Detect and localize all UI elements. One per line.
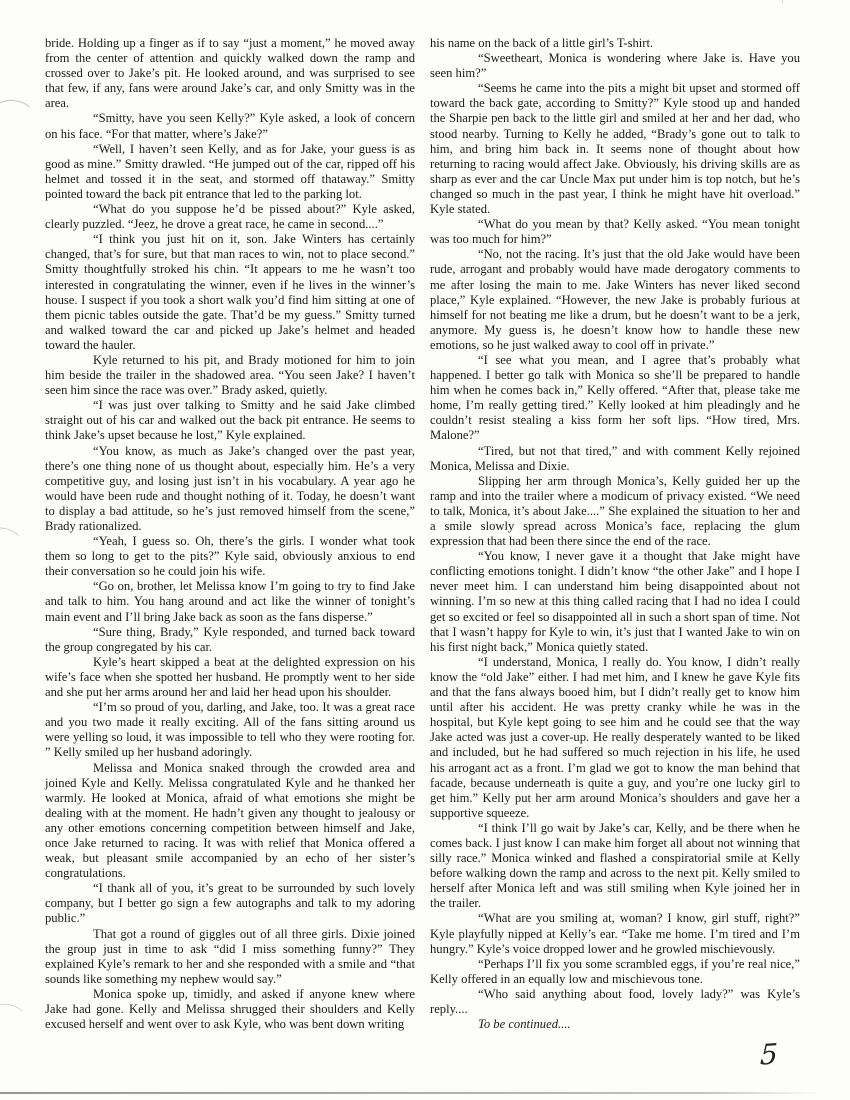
paragraph: That got a round of giggles out of all three girls. Dixie joined the group just in time to ask “did I miss something funny?” They explained Kyle’s remark to her and she responded with a smile and “that sounds like something my nephew would say.” <box>45 926 415 986</box>
paragraph: Monica spoke up, timidly, and asked if anyone knew where Jake had gone. Kelly and Melissa shrugged their shoulders and Kelly excused herself and went over to ask Kyle, who was bent down writing <box>45 986 415 1032</box>
paragraph: “Sweetheart, Monica is wondering where Jake is. Have you seen him?” <box>430 51 800 81</box>
paragraph: “Yeah, I guess so. Oh, there’s the girls. I wonder what took them so long to get to the pits?” Kyle said, obviously anxious to end their conversation so he could join his wife. <box>45 534 415 579</box>
paragraph: “Perhaps I’ll fix you some scrambled eggs, if you’re real nice,” Kelly offered in an equally low and mischievous tone. <box>430 956 800 986</box>
paragraph: “I think I’ll go wait by Jake’s car, Kelly, and be there when he comes back. I just know I can make him forget all about not winning that silly race.” Monica winked and flashed a conspiratorial smile at Kelly before walking down the ramp and across to the next pit. Kelly smiled to herself after Monica left and was still smiling when Kyle joined her in the trailer. <box>430 820 800 911</box>
paragraph: “I see what you mean, and I agree that’s probably what happened. I better go talk with Monica so she’ll be prepared to handle him when he comes back in,” Kelly offered. “After that, please take me home, I’m really getting tired.” Kelly looked at him pleadingly and he couldn’t resist stealing a kiss form her soft lips. “How tired, Mrs. Malone?” <box>430 352 800 443</box>
paragraph: “Who said anything about food, lovely lady?” was Kyle’s reply.... <box>430 986 800 1016</box>
paragraph: To be continued.... <box>478 1017 571 1032</box>
paragraph: Kyle’s heart skipped a beat at the delighted expression on his wife’s face when she spotted her husband. He promptly went to her side and she put her arms around her and laid her head upon his shoulder. <box>45 654 415 700</box>
handwritten-page-number: 5 <box>759 1037 779 1072</box>
paragraph: his name on the back of a little girl’s T-shirt. <box>430 36 654 50</box>
paragraph: “What do you suppose he’d be pissed about?” Kyle asked, clearly puzzled. “Jeez, he drove a great race, he came in second....” <box>45 202 415 232</box>
paragraph: “Sure thing, Brady,” Kyle responded, and turned back toward the group congregated by his car. <box>45 624 415 654</box>
paragraph: bride. Holding up a finger as if to say “just a moment,” he moved away from the center of attention and quickly walked down the ramp and crossed over to Jake’s pit. He looked around, and was surprised to see that few, if any, fans were around Jake’s car, and only Smitty was in the area. <box>45 36 415 111</box>
paragraph: “Tired, but not that tired,” and with comment Kelly rejoined Monica, Melissa and Dixie. <box>430 443 800 473</box>
paragraph: “What are you smiling at, woman? I know, girl stuff, right?” Kyle playfully nipped at Kelly’s ear. “Take me home. I’m tired and I’m hungry.” Kyle’s voice dropped lower and he growled mischievously. <box>430 911 800 956</box>
paragraph: “No, not the racing. It’s just that the old Jake would have been rude, arrogant and probably would have made derogatory comments to me after losing the main to me. Jake Winters has never liked second place,” Kyle explained. “However, the new Jake is probably furious at himself for not beating me like a drum, but he doesn’t want to be a jerk, anymore. My guess is, he doesn’t know how to handle these new emotions, so he just walked away to cool off in private.” <box>430 247 800 352</box>
paragraph: “I thank all of you, it’s great to be surrounded by such lovely company, but I better go sign a few autographs and talk to my adoring public.” <box>45 881 415 926</box>
paragraph: “Seems he came into the pits a might bit upset and stormed off toward the back gate, according to Smitty?” Kyle stood up and handed the Sharpie pen back to the little girl and smiled at her and her dad, who stood nearby. Turning to Kelly he added, “Brady’s gone out to talk to him, and bring him back in. It seems none of thought about how returning to racing would affect Jake. Obviously, his driving skills are as sharp as ever and the car Uncle Max put under him is top notch, but he’s changed so much in the past year, I think he might have hit overload.” Kyle stated. <box>430 81 800 217</box>
paragraph: “What do you mean by that? Kelly asked. “You mean tonight was too much for him?” <box>430 217 800 247</box>
scan-edge-line <box>0 1092 828 1094</box>
paragraph: “I think you just hit on it, son. Jake Winters has certainly changed, that’s for sure, but that man races to win, not to place second.” Smitty thoughtfully stroked his chin. “It appears to me he wasn’t too interested in congratulating the winner, even if he lives in the winner’s house. I suspect if you took a short walk you’d find him sitting at one of them picnic tables outside the gate. That’d be my guess.” Smitty turned and walked toward the car and picked up Jake’s helmet and headed toward the hauler. <box>45 232 415 352</box>
text-columns <box>45 36 803 1032</box>
scan-artifact-arc <box>0 1001 28 1033</box>
scan-artifact-corner <box>779 0 810 21</box>
paragraph: “I was just over talking to Smitty and he said Jake climbed straight out of his car and walked out the back pit entrance. He seems to think Jake’s upset because he lost,” Kyle explained. <box>45 398 415 443</box>
paragraph: “You know, as much as Jake’s changed over the past year, there’s one thing none of us thought about, especially him. He’s a very competitive guy, and losing just isn’t in his vocabulary. A year ago he would have been rude and thought nothing of it. Today, he doesn’t want to display a bad attitude, so he’s just removed himself from the scene,” Brady rationalized. <box>45 443 415 533</box>
paragraph: “I’m so proud of you, darling, and Jake, too. It was a great race and you two made it really exciting. All of the fans sitting around us were yelling so loud, it was impossible to tell who they were rooting for. ” Kelly smiled up her husband adoringly. <box>45 700 415 760</box>
paragraph: “I understand, Monica, I really do. You know, I didn’t really know the “old Jake” either. I had met him, and I knew he gave Kyle fits and that the fans always booed him, but I didn’t really get to know him until after his accident. He was pretty cranky while he was in the hospital, but Kyle kept going to see him and he could see that the way Jake acted was just a cover-up. He really desperately wanted to be liked and included, but he had suffered so much rejection in his life, he used his arrogant act as a front. I’m glad we got to know the man behind that facade, because underneath is quite a guy, and you’re one lucky girl to get him.” Kelly put her arm around Monica’s shoulders and gave her a supportive squeeze. <box>430 654 800 820</box>
left-column <box>45 36 415 1032</box>
paragraph: Slipping her arm through Monica’s, Kelly guided her up the ramp and into the trailer where a modicum of privacy existed. “We need to talk, Monica, it’s about Jake....” She explained the situation to her and a smile slowly spread across Monica’s face, replacing the glum expression that had been there since the end of the race. <box>430 473 800 549</box>
scan-artifact-arc <box>0 524 24 554</box>
right-column <box>430 36 800 1032</box>
scan-artifact-arc <box>0 98 35 130</box>
paragraph: “Go on, brother, let Melissa know I’m going to try to find Jake and talk to him. You hang around and act like the winner of tonight’s main event and I’ll bring Jake back as soon as the fans disperse.” <box>45 579 415 624</box>
paragraph: Kyle returned to his pit, and Brady motioned for him to join him beside the trailer in the shadowed area. “You seen Jake? I haven’t seen him since the race was over.” Brady asked, quietly. <box>45 352 415 398</box>
paragraph: Melissa and Monica snaked through the crowded area and joined Kyle and Kelly. Melissa congratulated Kyle and he thanked her warmly. He looked at Monica, afraid of what emotions she might be dealing with at the moment. He hadn’t given any thought to jealousy or any other emotions concerning competition between himself and Jake, once Jake returned to racing. It was with relief that Monica offered a weak, but pleasant smile accompanied by an echo of her sister’s congratulations. <box>45 760 415 881</box>
paragraph: “Smitty, have you seen Kelly?” Kyle asked, a look of concern on his face. “For that matter, where’s Jake?” <box>45 111 415 141</box>
paragraph: “You know, I never gave it a thought that Jake might have conflicting emotions tonight. I didn’t know “the other Jake” and I hope I never meet him. I can understand him being disappointed about not winning. I’m so new at this thing called racing that I had no idea I could get so excited or feel so disappointed all in such a short span of time. Not that I wasn’t happy for Kyle to win, it’s just that I wanted Jake to win on his first night back,” Monica quietly stated. <box>430 549 800 654</box>
paragraph: “Well, I haven’t seen Kelly, and as for Jake, your guess is as good as mine.” Smitty drawled. “He jumped out of the car, ripped off his helmet and tossed it in the seat, and stormed off thataway.” Smitty pointed toward the back pit entrance that led to the parking lot. <box>45 141 415 201</box>
